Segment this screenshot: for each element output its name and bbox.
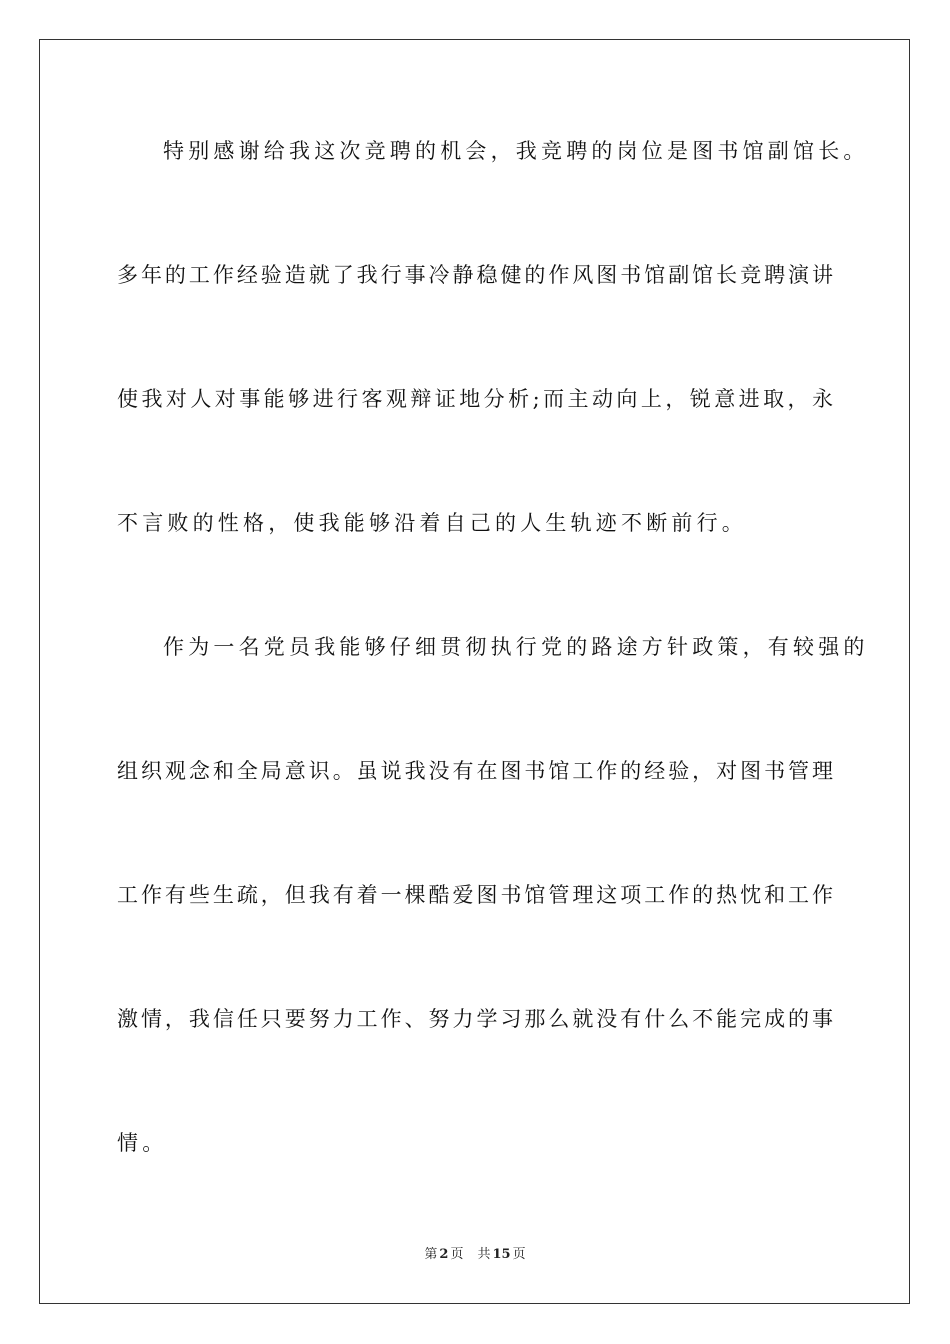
footer-page-suffix: 页 bbox=[450, 1247, 464, 1262]
paragraph-2-line-2: 组织观念和全局意识。虽说我没有在图书馆工作的经验，对图书管理 bbox=[117, 759, 833, 783]
footer-page-prefix: 第 bbox=[424, 1247, 438, 1262]
paragraph-1-line-4: 不言败的性格，使我能够沿着自己的人生轨迹不断前行。 bbox=[117, 511, 747, 535]
footer-total-suffix: 页 bbox=[512, 1247, 526, 1262]
page-frame bbox=[39, 39, 910, 1304]
page-footer bbox=[0, 1246, 950, 1264]
paragraph-2-line-5: 情。 bbox=[117, 1131, 168, 1155]
paragraph-1-line-3: 使我对人对事能够进行客观辩证地分析;而主动向上，锐意进取，永 bbox=[117, 387, 833, 411]
paragraph-2-line-3: 工作有些生疏，但我有着一棵酷爱图书馆管理这项工作的热忱和工作 bbox=[117, 883, 833, 907]
paragraph-2-line-4: 激情，我信任只要努力工作、努力学习那么就没有什么不能完成的事 bbox=[117, 1007, 833, 1031]
footer-page-number: 2 bbox=[439, 1247, 449, 1262]
footer-total-prefix: 共 bbox=[477, 1247, 491, 1262]
paragraph-1-line-1: 特别感谢给我这次竞聘的机会，我竞聘的岗位是图书馆副馆长。 bbox=[163, 139, 869, 163]
footer-total-pages: 15 bbox=[492, 1247, 511, 1262]
paragraph-2-line-1: 作为一名党员我能够仔细贯彻执行党的路途方针政策，有较强的 bbox=[163, 635, 869, 659]
paragraph-1-line-2: 多年的工作经验造就了我行事冷静稳健的作风图书馆副馆长竞聘演讲 bbox=[117, 263, 833, 287]
